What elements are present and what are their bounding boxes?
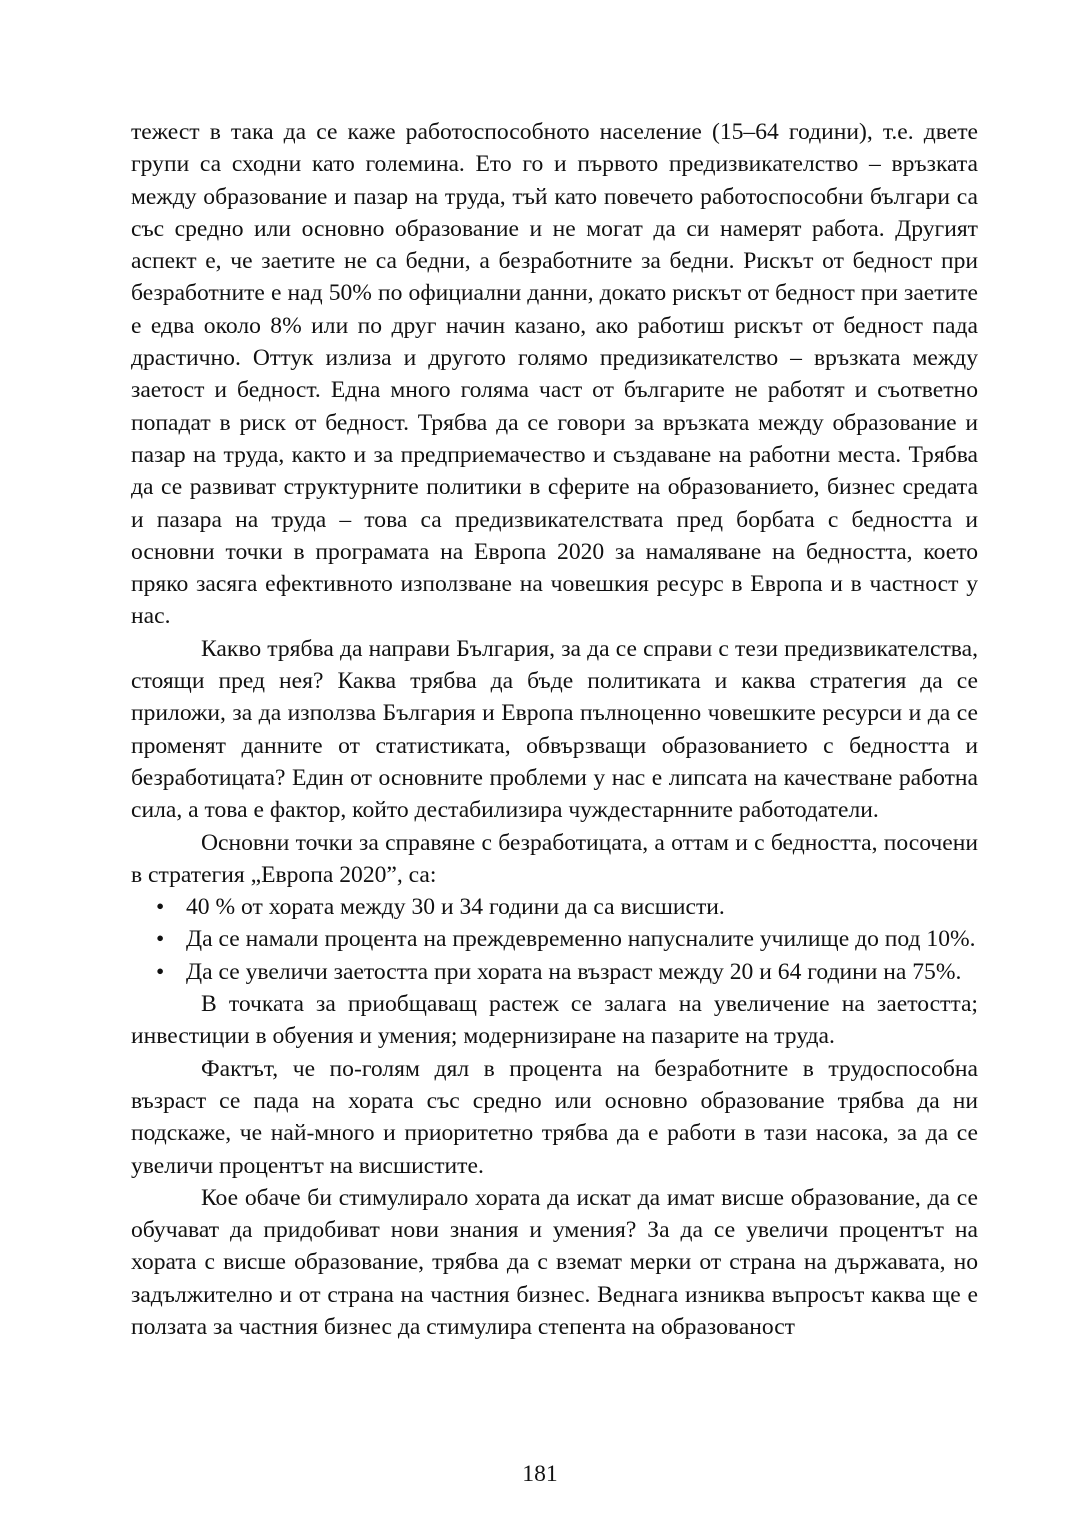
page-number: 181 (522, 1461, 558, 1487)
bullet-icon: • (156, 894, 165, 921)
bullet-icon: • (156, 926, 165, 953)
list-item (131, 891, 978, 923)
paragraph: Фактът, че по-голям дял в процента на безработните в трудоспособна възраст се пада на хората със средно или основно образование трябва да ни подскаже, че най-много и приоритетно трябва да е работи в тази насока, за да се увеличи процентът на висшистите. (131, 1055, 978, 1179)
list-item (131, 956, 978, 988)
bullet-list (131, 891, 978, 988)
paragraph: В точката за приобщаващ растеж се залага на увеличение на заетостта; инвестиции в обуения и умения; модернизиране на пазарите на труда. (131, 991, 978, 1050)
paragraph-list-intro: Основни точки за справяне с безработицата, а оттам и с бедността, посочени в стратегия „Европа 2020”, са: (131, 829, 978, 888)
body-text (131, 116, 978, 1343)
bullet-icon: • (156, 958, 165, 985)
list-item (131, 923, 978, 955)
list-item-text: Да се намали процента на преждевременно напусналите училище до под 10%. (186, 926, 976, 953)
list-item-text: Да се увеличи заетостта при хората на възраст между 20 и 64 години на 75%. (186, 958, 962, 985)
paragraph-continued: тежест в така да се каже работоспособното население (15–64 години), т.е. двете групи са сходни като големина. Ето го и първото предизвикателство – връзката между образование и пазар на труда, тъй като повечето работоспособни българи са със средно или основно образование и не могат да си намерят работа. Другият аспект е, че заетите не са бедни, а безработните за бедни. Рискът от бедност при безработните е над 50% по официални данни, докато рискът от бедност при заетите е едва около 8% или по друг начин казано, ако работиш рискът от бедност пада драстично. Оттук излиза и другото голямо предизикателство – връзката между заетост и бедност. Една много голяма част от българите не работят и съответно попадат в риск от бедност. Трябва да се говори за връзката между образование и пазар на труда, както и за предприемачество и създаване на работни места. Трябва да се развиват структурните политики в сферите на образованието, бизнес средата и пазара на труда – това са предизвикателствата пред борбата с бедността и основни точки в програмата на Европа 2020 за намаляване на бедността, което пряко засяга ефективното използване на човешкия ресурс в Европа и в частност у нас. (131, 119, 978, 630)
list-item-text: 40 % от хората между 30 и 34 години да са висшисти. (186, 894, 725, 921)
paragraph: Какво трябва да направи България, за да се справи с тези предизвикателства, стоящи пред нея? Каква трябва да бъде политиката и каква стратегия да се приложи, за да използва България и Европа пълноценно човешките ресурси и да се променят данните от статистиката, обвързващи образованието с бедността и безработицата? Един от основните проблеми у нас е липсата на качестване работна сила, а това е фактор, който дестабилизира чуждестарнните работодатели. (131, 635, 978, 824)
paragraph: Кое обаче би стимулирало хората да искат да имат висше образование, да се обучават да придобиват нови знания и умения? За да се увеличи процентът на хората с висше образование, трябва да с вземат мерки от страна на държавата, но задължително и от страна на частния бизнес. Веднага изниква въпросът каква ще е ползата за частния бизнес да стимулира степента на образованост (131, 1184, 978, 1340)
